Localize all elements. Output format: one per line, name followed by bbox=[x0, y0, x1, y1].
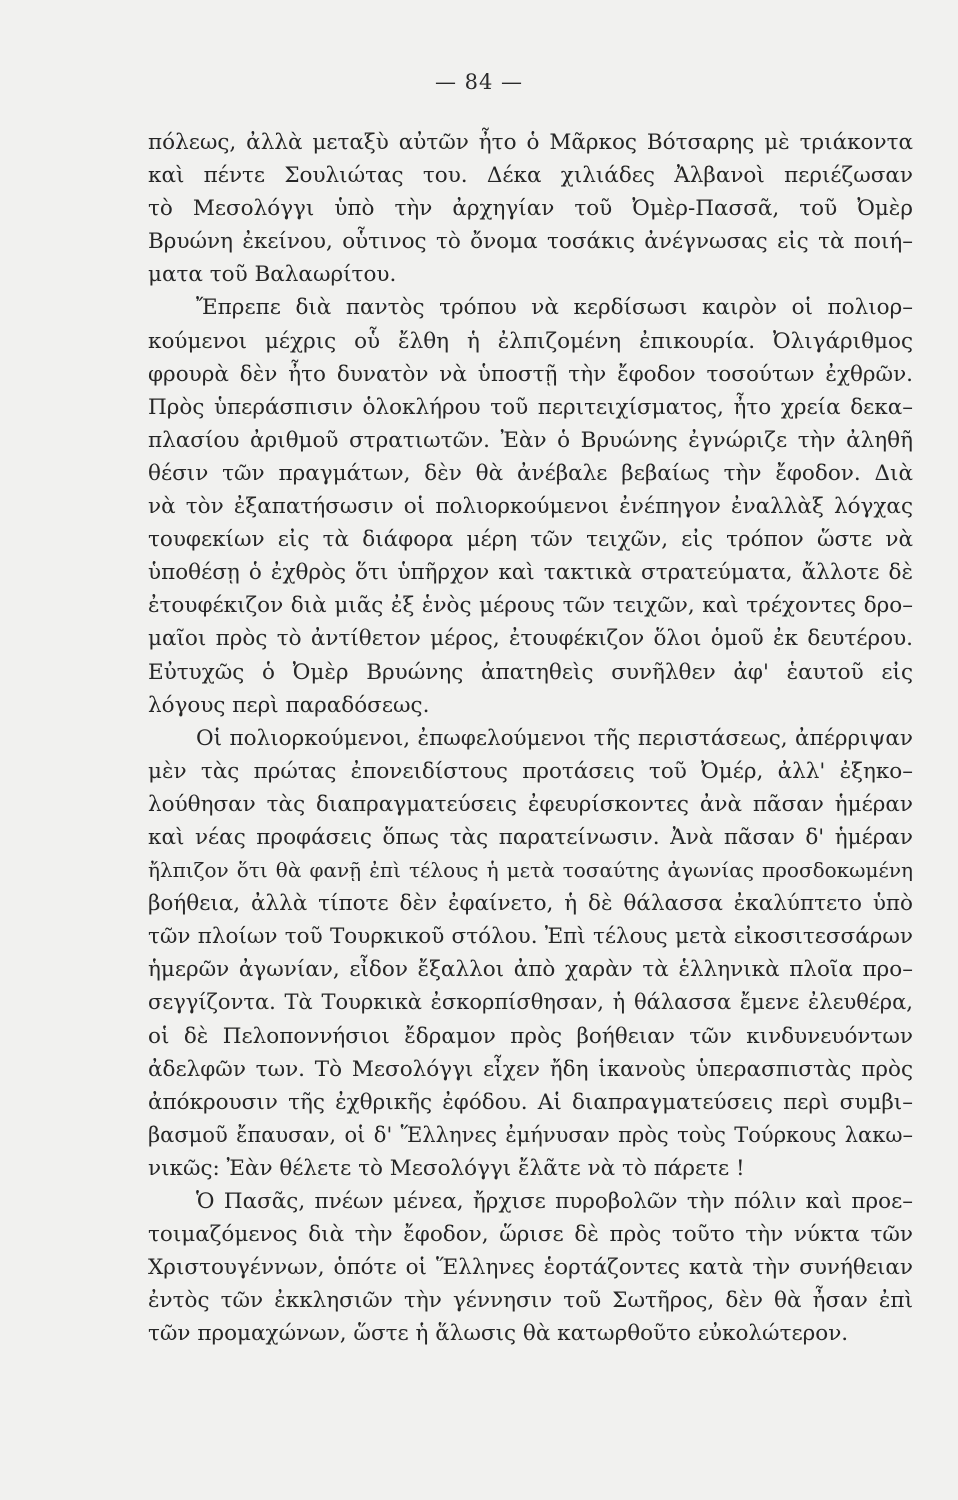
text-line: νὰ τὸν ἐξαπατήσωσιν οἱ πολιορκούμενοι ἐνέπηγον ἐναλλὰξ λόγχας bbox=[148, 494, 913, 520]
body-text bbox=[148, 126, 913, 1350]
text-line: ἡμερῶν ἀγωνίαν, εἶδον ἔξαλλοι ἀπὸ χαρὰν τὰ ἑλληνικὰ πλοῖα προ– bbox=[148, 957, 913, 983]
text-line: ὑποθέσῃ ὁ ἐχθρὸς ὅτι ὑπῆρχον καὶ τακτικὰ στρατεύματα, ἄλλοτε δὲ bbox=[148, 560, 913, 586]
text-line: κούμενοι μέχρις οὗ ἔλθη ἡ ἐλπιζομένη ἐπικουρία. Ὀλιγάριθμος bbox=[148, 328, 913, 354]
page-number: — 84 — bbox=[434, 70, 524, 94]
text-line: θέσιν τῶν πραγμάτων, δὲν θὰ ἀνέβαλε βεβαίως τὴν ἔφοδον. Διὰ bbox=[148, 460, 913, 486]
text-line: καὶ πέντε Σουλιώτας του. Δέκα χιλιάδες Ἀλβανοὶ περιέζωσαν bbox=[148, 163, 913, 189]
text-line: τουφεκίων εἰς τὰ διάφορα μέρη τῶν τειχῶν, εἰς τρόπον ὥστε νὰ bbox=[148, 527, 913, 553]
text-line: ἀδελφῶν των. Τὸ Μεσολόγγι εἶχεν ἤδη ἱκανοὺς ὑπερασπιστὰς πρὸς bbox=[148, 1056, 913, 1082]
text-line: ματα τοῦ Βαλαωρίτου. bbox=[148, 262, 397, 288]
text-line: βασμοῦ ἔπαυσαν, οἱ δ' Ἕλληνες ἐμήνυσαν πρὸς τοὺς Τούρκους λακω– bbox=[148, 1122, 913, 1147]
text-line: λόγους περὶ παραδόσεως. bbox=[148, 692, 430, 718]
text-line: τῶν προμαχώνων, ὥστε ἡ ἅλωσις θὰ κατωρθοῦτο εὐκολώτερον. bbox=[148, 1321, 849, 1347]
text-line: βοήθεια, ἀλλὰ τίποτε δὲν ἐφαίνετο, ἡ δὲ θάλασσα ἐκαλύπτετο ὑπὸ bbox=[148, 891, 913, 917]
text-line: φρουρὰ δὲν ἦτο δυνατὸν νὰ ὑποστῇ τὴν ἔφοδον τοσούτων ἐχθρῶν. bbox=[148, 361, 913, 387]
text-line: νικῶς: Ἐὰν θέλετε τὸ Μεσολόγγι ἔλᾶτε νὰ τὸ πάρετε ! bbox=[148, 1155, 745, 1181]
text-line: σεγγίζοντα. Τὰ Τουρκικὰ ἐσκορπίσθησαν, ἡ θάλασσα ἔμενε ἐλευθέρα, bbox=[148, 990, 913, 1015]
text-line: πόλεως, ἀλλὰ μεταξὺ αὐτῶν ἦτο ὁ Μᾶρκος Βότσαρης μὲ τριάκοντα bbox=[148, 130, 913, 155]
text-line: μὲν τὰς πρώτας ἐπονειδίστους προτάσεις τοῦ Ὀμέρ, ἀλλ' ἐξηκο– bbox=[148, 758, 913, 784]
text-line: καὶ νέας προφάσεις ὅπως τὰς παρατείνωσιν. Ἀνὰ πᾶσαν δ' ἡμέραν bbox=[148, 824, 913, 850]
text-line: μαῖοι πρὸς τὸ ἀντίθετον μέρος, ἐτουφέκιζον ὅλοι ὁμοῦ ἐκ δευτέρου. bbox=[148, 626, 913, 652]
text-line: ἀπόκρουσιν τῆς ἐχθρικῆς ἐφόδου. Αἱ διαπραγματεύσεις περὶ συμβι– bbox=[148, 1089, 913, 1115]
text-line: Χριστουγέννων, ὁπότε οἱ Ἕλληνες ἑορτάζοντες κατὰ τὴν συνήθειαν bbox=[148, 1255, 913, 1281]
text-line: ἐντὸς τῶν ἐκκλησιῶν τὴν γέννησιν τοῦ Σωτῆρος, δὲν θὰ ἦσαν ἐπὶ bbox=[148, 1288, 913, 1314]
text-line: Πρὸς ὑπεράσπισιν ὁλοκλήρου τοῦ περιτειχίσματος, ἦτο χρεία δεκα– bbox=[148, 394, 913, 420]
text-line: ἤλπιζον ὅτι θὰ φανῇ ἐπὶ τέλους ἡ μετὰ τοσαύτης ἀγωνίας προσδοκωμένη bbox=[148, 858, 913, 883]
text-line: Ὁ Πασᾶς, πνέων μένεα, ἤρχισε πυροβολῶν τὴν πόλιν καὶ προε– bbox=[196, 1189, 913, 1214]
text-line: τοιμαζόμενος διὰ τὴν ἔφοδον, ὥρισε δὲ πρὸς τοῦτο τὴν νύκτα τῶν bbox=[148, 1222, 913, 1248]
text-line: Οἱ πολιορκούμενοι, ἐπωφελούμενοι τῆς περιστάσεως, ἀπέρριψαν bbox=[196, 725, 913, 751]
text-line: Ἔπρεπε διὰ παντὸς τρόπου νὰ κερδίσωσι καιρὸν οἱ πολιορ– bbox=[196, 295, 913, 321]
text-line: Εὐτυχῶς ὁ Ὀμὲρ Βρυώνης ἀπατηθεὶς συνῆλθεν ἀφ' ἑαυτοῦ εἰς bbox=[148, 659, 913, 685]
text-line: ἐτουφέκιζον διὰ μιᾶς ἐξ ἑνὸς μέρους τῶν τειχῶν, καὶ τρέχοντες δρο– bbox=[148, 593, 913, 619]
text-line: τῶν πλοίων τοῦ Τουρκικοῦ στόλου. Ἐπὶ τέλους μετὰ εἰκοσιτεσσάρων bbox=[148, 924, 913, 950]
text-line: τὸ Μεσολόγγι ὑπὸ τὴν ἀρχηγίαν τοῦ Ὀμὲρ-Πασσᾶ, τοῦ Ὀμὲρ bbox=[148, 196, 913, 222]
text-line: λούθησαν τὰς διαπραγματεύσεις ἐφευρίσκοντες ἀνὰ πᾶσαν ἡμέραν bbox=[148, 791, 913, 817]
text-line: πλασίου ἀριθμοῦ στρατιωτῶν. Ἐὰν ὁ Βρυώνης ἐγνώριζε τὴν ἀληθῆ bbox=[148, 427, 913, 453]
text-line: Βρυώνη ἐκείνου, οὗτινος τὸ ὄνομα τοσάκις ἀνέγνωσας εἰς τὰ ποιή– bbox=[148, 229, 913, 255]
text-line: οἱ δὲ Πελοποννήσιοι ἔδραμον πρὸς βοήθειαν τῶν κινδυνευόντων bbox=[148, 1023, 913, 1049]
